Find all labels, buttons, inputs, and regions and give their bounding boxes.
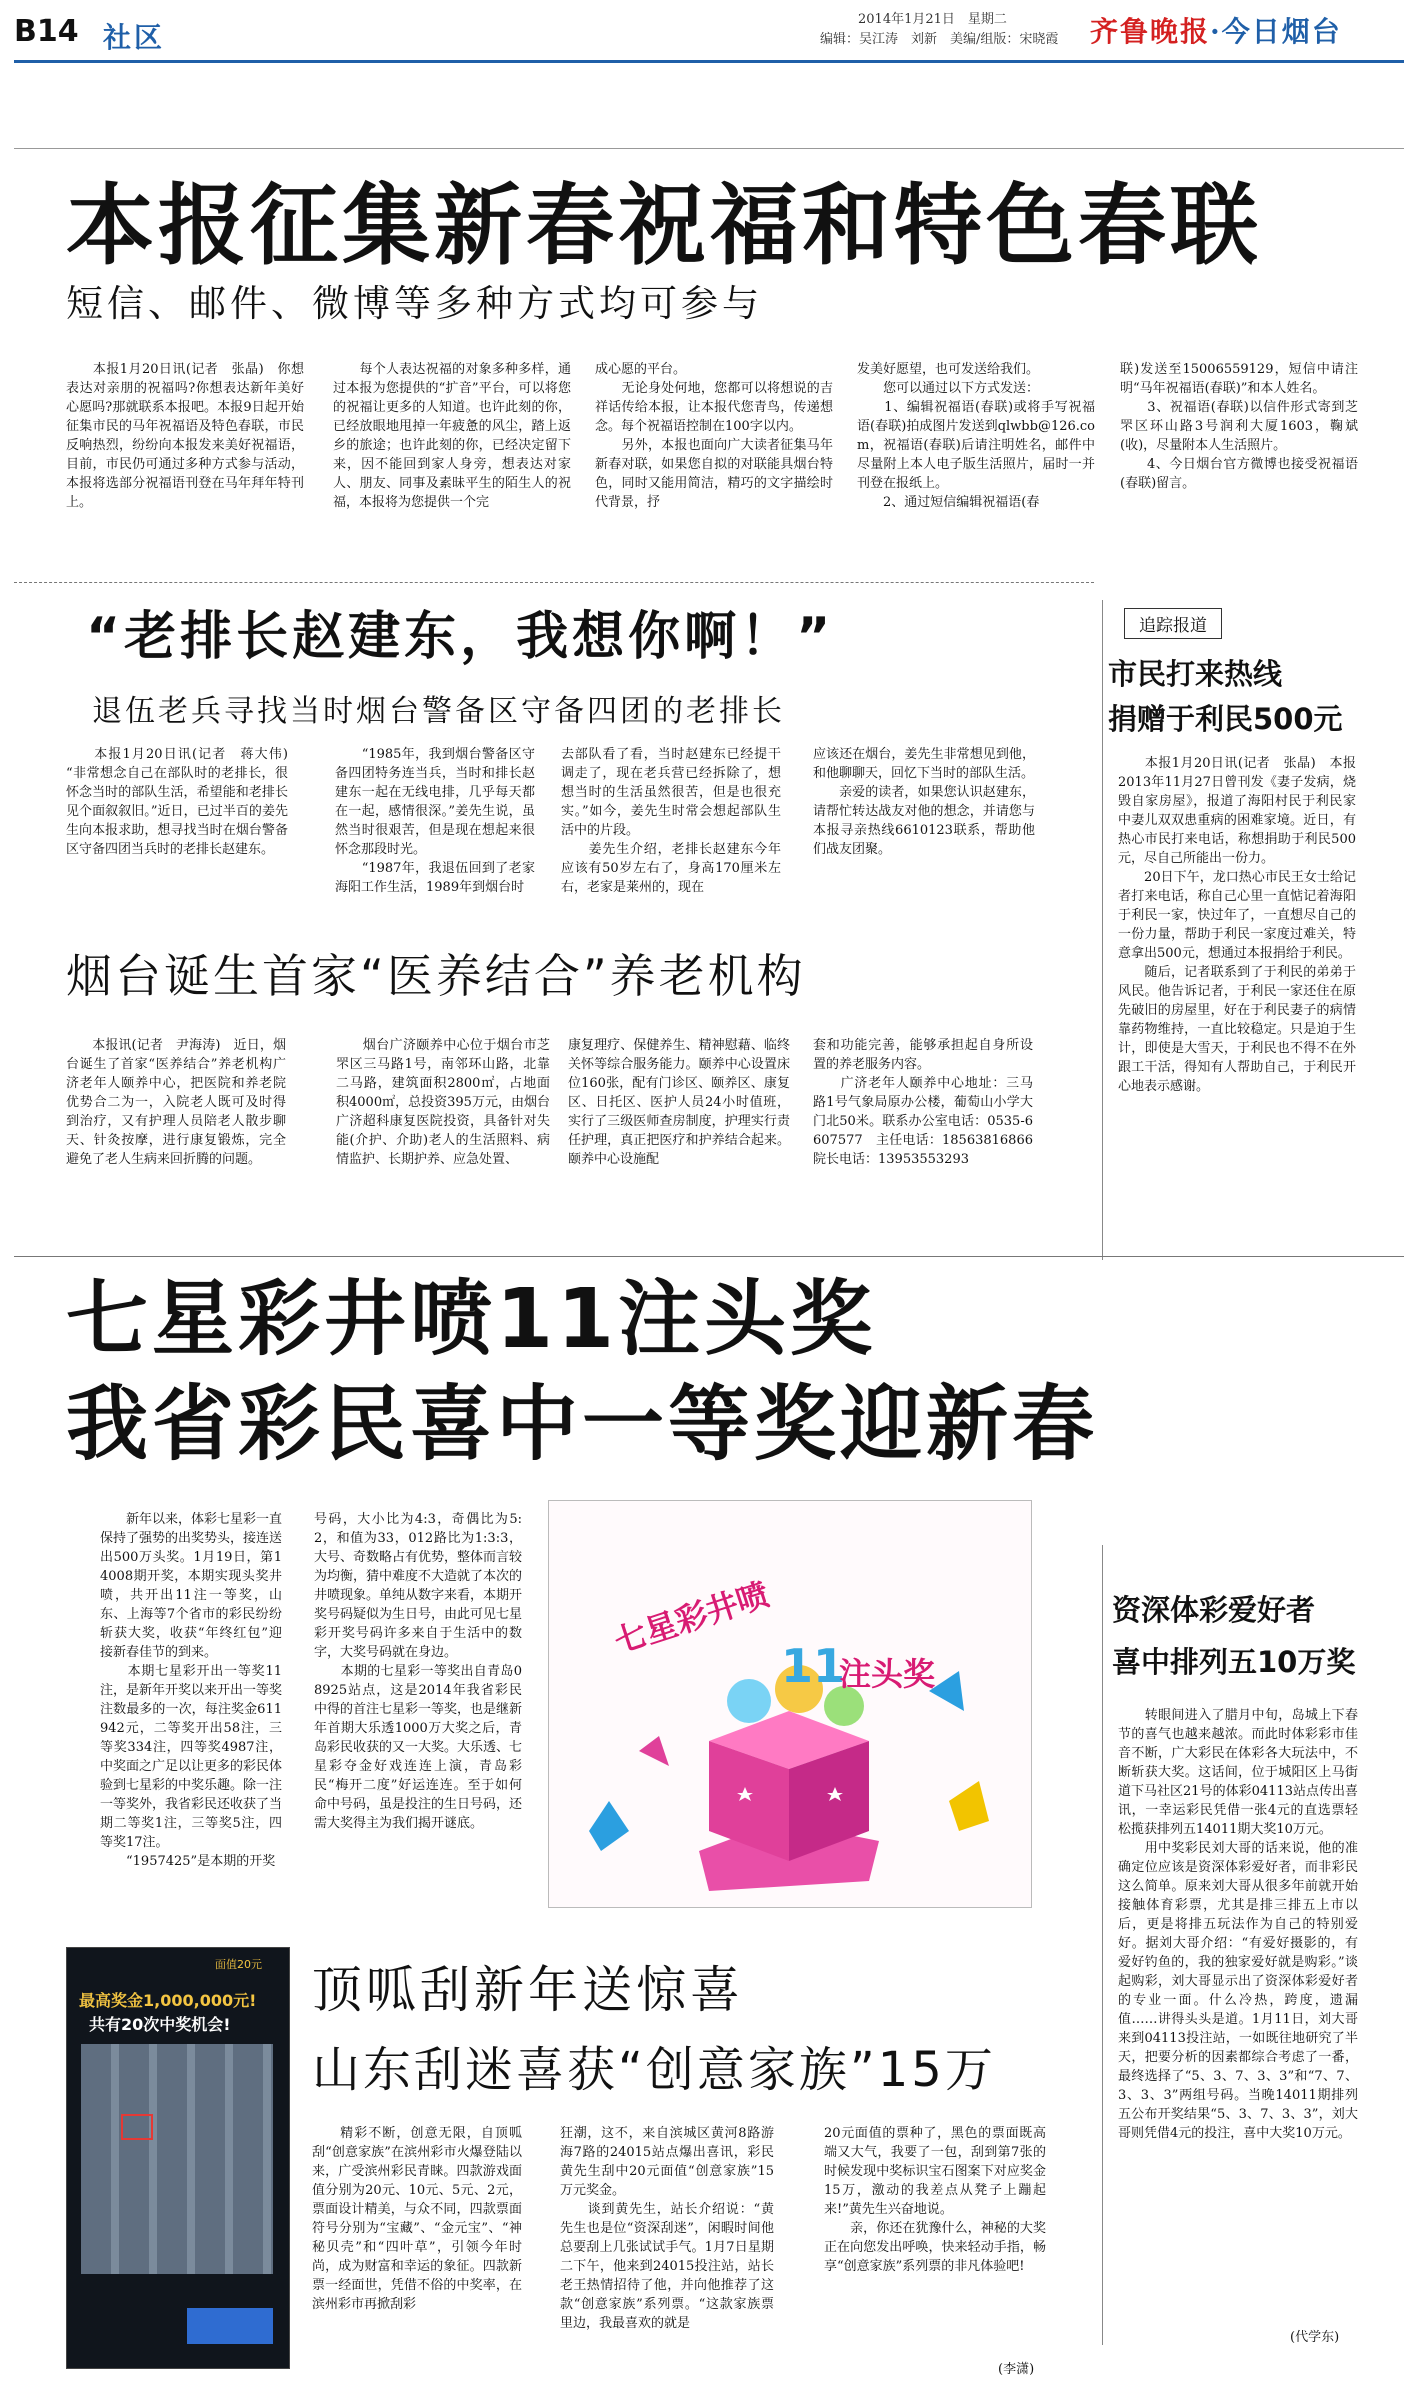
article1-col-3: 成心愿的平台。 无论身处何地，您都可以将想说的吉祥话传给本报，让本报代您青鸟，传递想念。每个祝福语控制在100字以内。 另外，本报也面向广大读者征集马年新春对联，如果您自拟的对联能具烟台特色，同时又能用简洁，精巧的文字描绘时代背景，抒 bbox=[595, 362, 833, 510]
article2-col-3: 去部队看了看，当时赵建东已经提干调走了，现在老兵营已经拆除了，想想当时的生活虽然很苦，但是也很充实。”如今，姜先生时常会想起部队生活中的片段。 姜先生介绍，老排长赵建东今年应该有50岁左右了，身高170厘米左右，老家是莱州的，现在 bbox=[561, 747, 781, 895]
article5-title-1: 顶呱刮新年送惊喜 bbox=[312, 1961, 744, 2019]
ticket-footer bbox=[187, 2308, 273, 2344]
article4-title-1: 七星彩井喷11注头奖 bbox=[66, 1272, 877, 1367]
lottery-gift-image bbox=[548, 1500, 1032, 1908]
editor-credits: 编辑：吴江涛 刘新 美编/组版：宋晓霞 bbox=[820, 32, 1059, 47]
sidebar2-body: 转眼间进入了腊月中旬，岛城上下春节的喜气也越来越浓。而此时体彩彩市佳音不断，广大彩民在体彩各大玩法中，不断斩获大奖。这话间，位于城阳区上马街道下马社区21号的体彩04113站点传出喜讯，一幸运彩民凭借一张4元的直选票轻松揽获排列五14011期大奖10万元。 用中奖彩民刘大哥的话来说，他的准确定位应该是资深体彩爱好者，而非彩民这么简单。原来刘大哥从很多年前就开始接触体育彩票，尤其是排三排五上市以后，更是将排五玩法作为自己的特别爱好。据刘大哥介绍：“有爱好摄影的，有爱好钓鱼的，我的独家爱好就是购彩。”谈起购彩，刘大哥显示出了资深体彩爱好者的专业一面。什么冷热，跨度，遗漏值……讲得头头是道。1月11日，刘大哥来到04113投注站，一如既往地研究了半天，把要分析的因素都综合考虑了一番，最终选择了“5、3、7、3、3”和“7、7、3、3、3”两组号码。当晚14011期排列五公布开奖结果“5、3、7、3、3”，刘大哥则凭借4元的投注，喜中大奖10万元。 bbox=[1118, 1708, 1358, 2141]
article1-col-1: 本报1月20日讯(记者 张晶) 你想表达对亲朋的祝福吗?你想表达新年美好心愿吗?那就联系本报吧。本报9日起开始征集市民的马年祝福语及特色春联，市民反响热烈，纷纷向本报发来美好祝福语，目前，市民仍可通过多种方式参与活动，本报将选部分祝福语刊登在马年拜年特刊上。 bbox=[66, 362, 304, 510]
newspaper-logo bbox=[1090, 10, 1342, 50]
ticket-top-prize: 最高奖金1,000,000元! bbox=[79, 1991, 257, 2010]
article3-col-3: 康复理疗、保健养生、精神慰藉、临终关怀等综合服务能力。颐养中心设置床位160张，配有门诊区、颐养区、康复区、日托区、医护人员24小时值班，实行了三级医师查房制度，护理实行责任护理，真正把医疗和护养结合起来。颐养中心设施配 bbox=[568, 1038, 790, 1167]
sidebar1-title-1: 市民打来热线 bbox=[1108, 657, 1283, 691]
ticket-chances: 共有20次中奖机会! bbox=[89, 2015, 231, 2034]
article5-col-2: 狂潮，这不，来自滨城区黄河8路游海7路的24015站点爆出喜讯，彩民黄先生刮中20元面值“创意家族”15万元奖金。 谈到黄先生，站长介绍说：“黄先生也是位“资深刮迷”，闲暇时间他总要刮上几张试试手气。1月7日星期二下午，他来到24015投注站，站长老王热情招待了他，并向他推荐了这款“创意家族”系列票。“这款家族票里边，我最喜欢的就是 bbox=[560, 2126, 774, 2331]
sidebar1-body: 本报1月20日讯(记者 张晶) 本报2013年11月27日曾刊发《妻子发病，烧毁自家房屋》，报道了海阳村民于利民家中妻儿双双患重病的困难家境。近日，有热心市民打来电话，称想捐助于利民500元，尽自己所能出一份力。 20日下午，龙口热心市民王女士给记者打来电话，称自己心里一直惦记着海阳于利民一家，快过年了，一直想尽自己的一份力量，帮助于利民一家度过难关，特意拿出500元，想通过本报捐给于利民。 随后，记者联系到了于利民的弟弟于风民。他告诉记者，于利民一家还住在原先破旧的房屋里，好在于利民妻子的病情靠药物维持，一直比较稳定。只是迫于生计，即使是大雪天，于利民也不得不在外跟工干活，得知有人帮助自己，于利民开心地表示感谢。 bbox=[1118, 756, 1356, 1094]
article2-col-2: “1985年，我到烟台警备区守备四团特务连当兵，当时和排长赵建东一起在无线电排，几乎每天都在一起，感情很深。”姜先生说，虽然当时很艰苦，但是现在想起来很怀念那段时光。 “1987年，我退伍回到了老家海阳工作生活，1989年到烟台时 bbox=[335, 747, 535, 895]
sidebar2-title-2: 喜中排列五10万奖 bbox=[1112, 1645, 1356, 1679]
article3-col-1: 本报讯(记者 尹海涛) 近日，烟台诞生了首家“医养结合”养老机构广济老年人颐养中心，把医院和养老院优势合二为一，入院老人既可及时得到治疗，又有护理人员陪老人散步聊天、针灸按摩，进行康复锻炼，完全避免了老人生病来回折腾的问题。 bbox=[66, 1038, 286, 1167]
article4-col-1: 新年以来，体彩七星彩一直保持了强势的出奖势头，接连送出500万头奖。1月19日，第14008期开奖，本期实现头奖井喷，共开出11注一等奖，山东、上海等7个省市的彩民纷纷斩获大奖，收获“年终红包”迎接新春佳节的到来。 本期七星彩开出一等奖11注，是新年开奖以来开出一等奖注数最多的一次，每注奖金611942元，二等奖开出58注，三等奖334注，四等奖4987注，中奖面之广足以让更多的彩民体验到七星彩的中奖乐趣。除一注一等奖外，我省彩民还收获了当期二等奖1注，三等奖5注，四等奖17注。 “1957425”是本期的开奖 bbox=[100, 1512, 283, 1869]
divider bbox=[14, 582, 1094, 583]
article2-subtitle: 退伍老兵寻找当时烟台警备区守备四团的老排长 bbox=[92, 694, 785, 729]
section-name: 社区 bbox=[103, 21, 166, 54]
article5-col-3: 20元面值的票种了，黑色的票面既高端又大气，我要了一包，刮到第7张的时候发现中奖标识宝石图案下对应奖金15万，激动的我差点从凳子上蹦起来!”黄先生兴奋地说。 亲，你还在犹豫什么，神秘的大奖正在向您发出呼唤，快来轻动手指，畅享“创意家族”系列票的非凡体验吧! bbox=[824, 2126, 1046, 2274]
article3-col-4: 套和功能完善，能够承担起自身所设置的养老服务内容。 广济老年人颐养中心地址：三马路1号气象局原办公楼，葡萄山小学大门北50米。联系办公室电话：0535-6607577 主任电话：18563816866 院长电话：13953553293 bbox=[813, 1038, 1033, 1167]
article1-subtitle: 短信、邮件、微博等多种方式均可参与 bbox=[66, 282, 763, 325]
sidebar2-credit: (代学东) bbox=[1290, 2330, 1340, 2345]
sidebar2-title-1: 资深体彩爱好者 bbox=[1112, 1593, 1316, 1627]
article1-col-5: 联)发送至15006559129，短信中请注明“马年祝福语(春联)”和本人姓名。 3、祝福语(春联)以信件形式寄到芝罘区环山路3号润利大厦1603，鞠斌(收)，尽量附本人生活照片。 4、今日烟台官方微博也接受祝福语(春联)留言。 bbox=[1120, 362, 1358, 491]
article2-col-4: 应该还在烟台，姜先生非常想见到他，和他聊聊天，回忆下当时的部队生活。 亲爱的读者，如果您认识赵建东，请帮忙转达战友对他的想念，并请您与本报寻亲热线6610123联系，帮助他们战友团聚。 bbox=[813, 747, 1035, 857]
article2-title: “老排长赵建东，我想你啊！” bbox=[86, 607, 835, 667]
ticket-price: 面值20元 bbox=[215, 1958, 262, 1971]
ticket-scratch-area bbox=[81, 2044, 273, 2274]
image-caption-1: 七星彩井喷 bbox=[609, 1575, 774, 1661]
sidebar-divider bbox=[1102, 600, 1103, 1260]
masthead-rule bbox=[14, 60, 1404, 63]
brand-name: 齐鲁晚报 bbox=[1090, 15, 1211, 48]
sidebar1-title-2: 捐赠于利民500元 bbox=[1108, 702, 1343, 736]
sidebar1-tag: 追踪报道 bbox=[1124, 608, 1222, 639]
image-caption-3: 注头奖 bbox=[839, 1655, 936, 1693]
image-caption-2: 11 bbox=[781, 1639, 846, 1693]
top-divider bbox=[14, 148, 1404, 149]
masthead bbox=[0, 0, 1417, 80]
article1-title: 本报征集新春祝福和特色春联 bbox=[66, 174, 1263, 277]
section-divider bbox=[14, 1256, 1404, 1257]
article2-col-1: 本报1月20日讯(记者 蒋大伟) “非常想念自己在部队时的老排长，很怀念当时的部队生活，希望能和老排长见个面叙叙旧。”近日，已过半百的姜先生向本报求助，想寻找当时在烟台警备区守备四团当兵时的老排长赵建东。 bbox=[66, 747, 302, 857]
edition-name: ·今日烟台 bbox=[1210, 15, 1342, 48]
page-number: B14 bbox=[14, 14, 79, 49]
issue-date: 2014年1月21日 星期二 bbox=[858, 12, 1007, 27]
article3-col-2: 烟台广济颐养中心位于烟台市芝罘区三马路1号，南邻环山路，北靠二马路，建筑面积2800㎡，占地面积4000㎡，总投资395万元，由烟台广济超科康复医院投资，具备针对失能(介护、介助)老人的生活照料、病情监护、长期护养、应急处置、 bbox=[336, 1038, 550, 1167]
article3-title: 烟台诞生首家“医养结合”养老机构 bbox=[66, 949, 806, 1003]
article5-credit: (李潇) bbox=[998, 2362, 1035, 2377]
article1-col-2: 每个人表达祝福的对象多种多样，通过本报为您提供的“扩音”平台，可以将您的祝福让更多的人知道。也许此刻的你，已经放眼地甩掉一年疲惫的风尘，踏上返乡的旅途；也许此刻的你，已经决定留下来，因不能回到家人身旁，想表达对家人、朋友、同事及素昧平生的陌生人的祝福，本报将为您提供一个完 bbox=[333, 362, 571, 510]
sidebar-divider bbox=[1102, 1545, 1103, 2345]
article4-title-2: 我省彩民喜中一等奖迎新春 bbox=[66, 1377, 1099, 1472]
article5-col-1: 精彩不断，创意无限，自顶呱刮“创意家族”在滨州彩市火爆登陆以来，广受滨州彩民青睐。四款游戏面值分别为20元、10元、5元、2元，票面设计精美，与众不同，四款票面符号分别为“宝藏”、“金元宝”、“神秘贝壳”和“四叶草”，引领今年时尚，成为财富和幸运的象征。四款新票一经面世，凭借不俗的中奖率，在滨州彩市再掀刮彩 bbox=[312, 2126, 522, 2312]
ticket-winning-mark bbox=[121, 2114, 153, 2140]
article1-col-4: 发美好愿望，也可发送给我们。 您可以通过以下方式发送： 1、编辑祝福语(春联)或将手写祝福语(春联)拍成图片发送到qlwbb@126.com，祝福语(春联)后请注明姓名，邮件中尽量附上本人电子版生活照片，届时一并刊登在报纸上。 2、通过短信编辑祝福语(春 bbox=[857, 362, 1095, 510]
article5-title-2: 山东刮迷喜获“创意家族”15万 bbox=[312, 2042, 996, 2098]
gift-box-illustration bbox=[549, 1501, 1031, 1907]
article4-col-2: 号码，大小比为4:3，奇偶比为5:2，和值为33，012路比为1:3:3，大号、奇数略占有优势，整体而言较为均衡，猜中难度不大造就了本次的井喷现象。单纯从数字来看，本期开奖号码疑似为生日号，由此可见七星彩开奖号码许多来自于生活中的数字，大奖号码就在身边。 本期的七星彩一等奖出自青岛08925站点，这是2014年我省彩民中得的首注七星彩一等奖，也是继新年首期大乐透1000万大奖之后，青岛彩民收获的又一大奖。大乐透、七星彩夺金好戏连连上演，青岛彩民“梅开二度”好运连连。至于如何命中号码，虽是投注的生日号码，还需大奖得主为我们揭开谜底。 bbox=[314, 1512, 523, 1831]
scratch-ticket-image bbox=[66, 1947, 290, 2369]
